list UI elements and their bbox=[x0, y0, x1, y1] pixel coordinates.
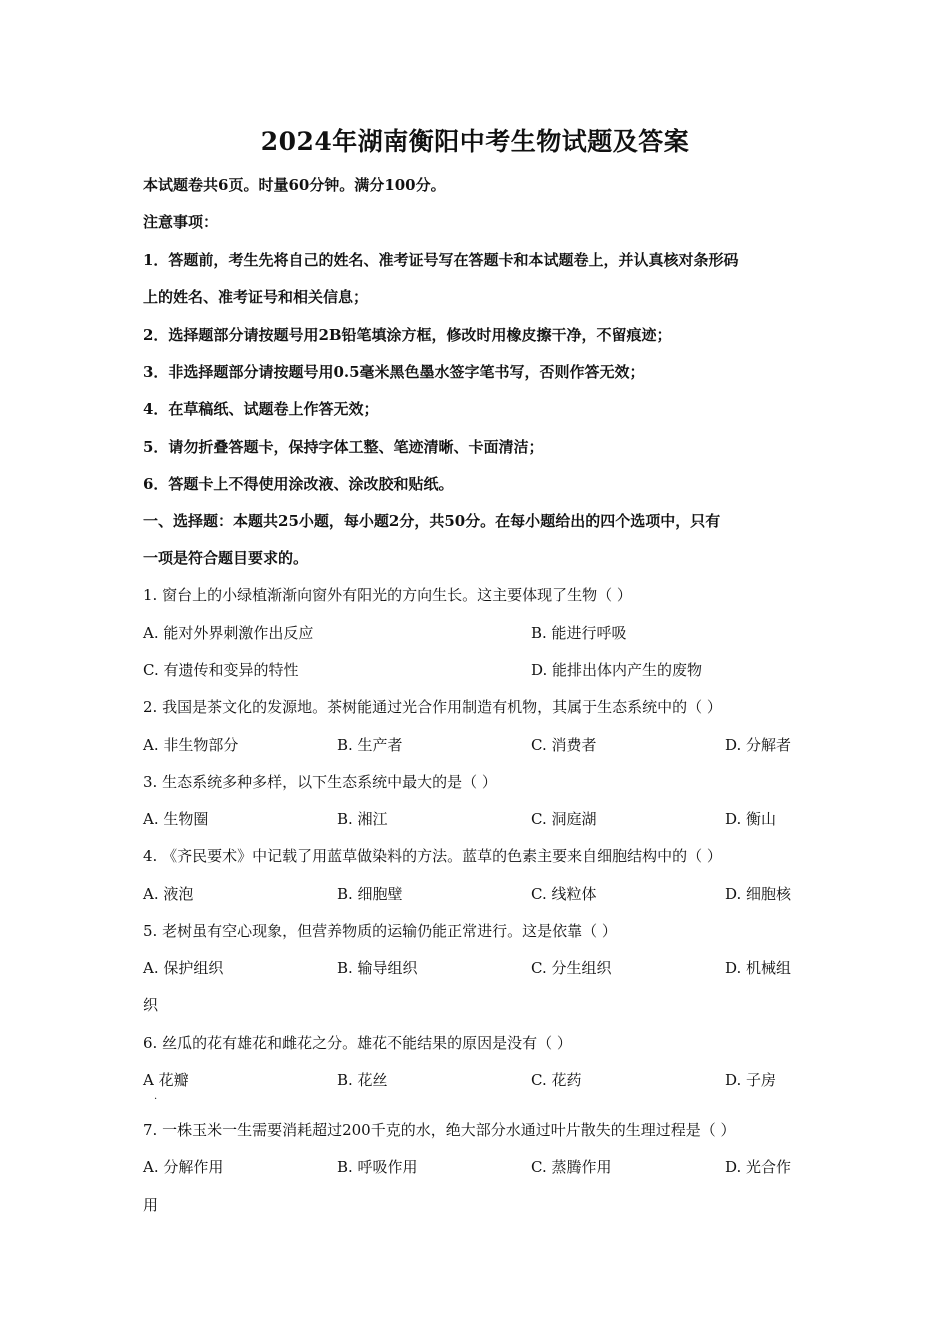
option-c: C. 消费者 bbox=[531, 736, 597, 754]
question-stem: 1. 窗台上的小绿植渐渐向窗外有阳光的方向生长。这主要体现了生物（ ） bbox=[143, 586, 632, 604]
option-a: A. 液泡 bbox=[143, 885, 194, 903]
option-d: D. 衡山 bbox=[725, 810, 777, 828]
option-a: A. 保护组织 bbox=[143, 959, 224, 977]
option-b: B. 呼吸作用 bbox=[337, 1158, 418, 1176]
option-a: A. 能对外界刺激作出反应 bbox=[143, 624, 314, 642]
option-b: B. 细胞壁 bbox=[337, 885, 403, 903]
option-b: B. 生产者 bbox=[337, 736, 403, 754]
option-d-wrap: 织 bbox=[143, 996, 159, 1014]
option-c: C. 有遗传和变异的特性 bbox=[143, 661, 299, 679]
option-a: A. 非生物部分 bbox=[143, 736, 239, 754]
section-heading-cont: 一项是符合题目要求的。 bbox=[143, 549, 309, 567]
note-item: 4．在草稿纸、试题卷上作答无效； bbox=[143, 400, 379, 418]
note-item: 6．答题卡上不得使用涂改液、涂改胶和贴纸。 bbox=[143, 475, 454, 493]
option-b: B. 输导组织 bbox=[337, 959, 418, 977]
document-title: 2024年湖南衡阳中考生物试题及答案 bbox=[260, 127, 690, 156]
note-item: 1．答题前，考生先将自己的姓名、准考证号写在答题卡和本试题卷上，并认真核对条形码 bbox=[143, 251, 739, 269]
question-stem: 4. 《齐民要术》中记载了用蓝草做染料的方法。蓝草的色素主要来自细胞结构中的（ ） bbox=[143, 847, 722, 865]
option-c: C. 分生组织 bbox=[531, 959, 612, 977]
option-d: D. 子房 bbox=[725, 1071, 777, 1089]
note-item: 2．选择题部分请按题号用2B铅笔填涂方框，修改时用橡皮擦干净，不留痕迹； bbox=[143, 326, 672, 344]
option-c: C. 花药 bbox=[531, 1071, 582, 1089]
question-stem: 3. 生态系统多种多样，以下生态系统中最大的是（ ） bbox=[143, 773, 497, 791]
option-c: C. 线粒体 bbox=[531, 885, 597, 903]
option-a: A. 分解作用 bbox=[143, 1158, 224, 1176]
note-item: 上的姓名、准考证号和相关信息； bbox=[143, 288, 369, 306]
option-c: C. 蒸腾作用 bbox=[531, 1158, 612, 1176]
question-stem: 7. 一株玉米一生需要消耗超过200千克的水，绝大部分水通过叶片散失的生理过程是（ ） bbox=[143, 1121, 736, 1139]
option-a: A. 生物圈 bbox=[143, 810, 209, 828]
note-item: 3．非选择题部分请按题号用0.5毫米黑色墨水签字笔书写，否则作答无效； bbox=[143, 363, 645, 381]
note-item: 5．请勿折叠答题卡，保持字体工整、笔迹清晰、卡面清洁； bbox=[143, 438, 544, 456]
option-d: D. 细胞核 bbox=[725, 885, 792, 903]
option-b: B. 能进行呼吸 bbox=[531, 624, 627, 642]
question-stem: 5. 老树虽有空心现象，但营养物质的运输仍能正常进行。这是依靠（ ） bbox=[143, 922, 617, 940]
option-d: D. 光合作 bbox=[725, 1158, 792, 1176]
section-heading: 一、选择题：本题共25小题，每小题2分，共50分。在每小题给出的四个选项中，只有 bbox=[143, 512, 721, 530]
exam-info: 本试题卷共6页。时量60分钟。满分100分。 bbox=[143, 176, 446, 194]
option-c: C. 洞庭湖 bbox=[531, 810, 597, 828]
notes-heading: 注意事项： bbox=[143, 213, 219, 231]
option-b: B. 花丝 bbox=[337, 1071, 388, 1089]
stray-dot: . bbox=[154, 1091, 158, 1102]
question-stem: 6. 丝瓜的花有雄花和雌花之分。雄花不能结果的原因是没有（ ） bbox=[143, 1034, 572, 1052]
option-b: B. 湘江 bbox=[337, 810, 388, 828]
option-d: D. 能排出体内产生的废物 bbox=[531, 661, 703, 679]
option-d: D. 分解者 bbox=[725, 736, 792, 754]
question-stem: 2. 我国是茶文化的发源地。茶树能通过光合作用制造有机物，其属于生态系统中的（ ） bbox=[143, 698, 722, 716]
option-d-wrap: 用 bbox=[143, 1196, 159, 1214]
option-a: A 花瓣 bbox=[143, 1071, 189, 1089]
option-d: D. 机械组 bbox=[725, 959, 792, 977]
